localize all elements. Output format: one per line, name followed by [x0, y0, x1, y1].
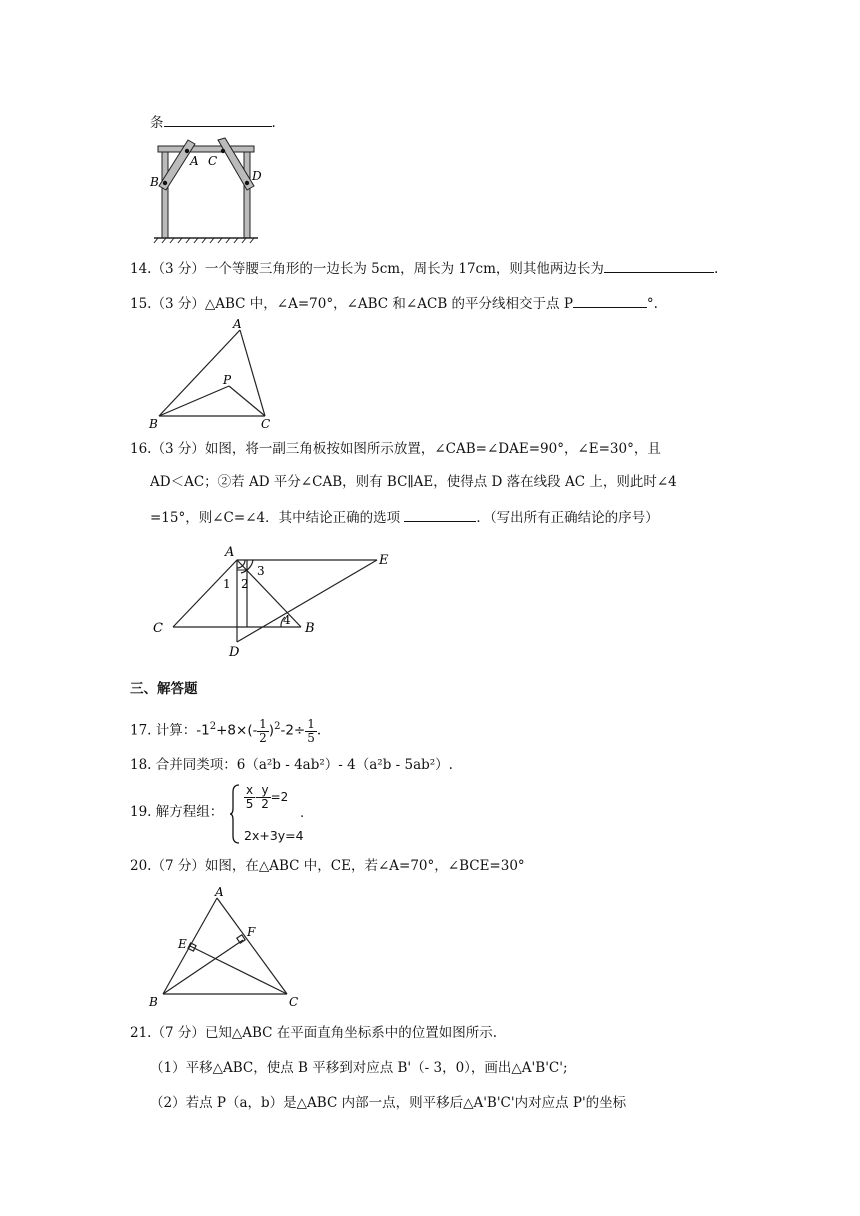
label-c: C	[289, 995, 299, 1009]
angle-4: 4	[283, 613, 291, 627]
question-21-line-2: （1）平移△ABC，使点 B 平移到对应点 B'（- 3，0），画出△A'B'C';	[150, 1060, 568, 1076]
section-heading: 三、解答题	[130, 681, 198, 697]
label-e: E	[379, 553, 389, 568]
fraction-fifth: $\frac{1}{5}$	[307, 716, 315, 745]
angle-2: 2	[241, 577, 249, 591]
label-b: B	[305, 621, 315, 636]
equation-system: $\frac{x}{5}$ - $\frac{y}{2}$ =2 2x+3y=4 .	[230, 784, 350, 846]
question-16-line-1: 16.（3 分）如图，将一副三角板按如图所示放置，∠CAB=∠DAE=90°，∠E=30°，且	[130, 441, 661, 457]
label-c: C	[153, 621, 163, 636]
label-d: D	[252, 169, 262, 183]
angle-1: 1	[223, 577, 231, 591]
answer-blank	[164, 112, 272, 127]
answer-blank	[404, 507, 476, 522]
fraction-half: $\frac{1}{2}$	[259, 716, 267, 745]
question-21-line-3: （2）若点 P（a，b）是△ABC 内部一点，则平移后△A'B'C'内对应点 P'的坐标	[150, 1095, 627, 1111]
label-b: B	[149, 995, 158, 1009]
figure-16	[145, 538, 405, 660]
label-c: C	[208, 154, 218, 168]
question-17: 17. 计算：$-1^2+8\times(-$ $\frac{1}{2}$ )$^2$-2÷ $\frac{1}{5}$ .	[130, 716, 322, 745]
q13-text: 条	[150, 115, 164, 131]
question-21-line-1: 21.（7 分）已知△ABC 在平面直角坐标系中的位置如图所示.	[130, 1025, 498, 1041]
label-c: C	[261, 417, 271, 431]
label-a: A	[225, 545, 235, 560]
question-16-line-3: =15°，则∠C=∠4．其中结论正确的选项 ．（写出所有正确结论的序号）	[150, 507, 659, 527]
label-f: F	[247, 925, 256, 939]
label-a: A	[215, 885, 224, 899]
figure-15	[145, 316, 280, 431]
label-p: P	[223, 373, 232, 387]
question-18: 18. 合并同类项：6（a²b - 4ab²）- 4（a²b - 5ab²）.	[130, 757, 453, 773]
angle-3: 3	[257, 564, 265, 578]
label-a: A	[233, 317, 242, 331]
question-14: 14.（3 分）一个等腰三角形的一边长为 5cm，周长为 17cm，则其他两边长为 .	[130, 258, 718, 278]
question-16-line-2: AD＜AC；②若 AD 平分∠CAB，则有 BC∥AE，使得点 D 落在线段 AC 上，则此时∠4	[150, 474, 677, 490]
label-d: D	[229, 645, 240, 660]
right-post	[244, 152, 250, 238]
label-b: B	[149, 417, 158, 431]
q13-tail: 条 .	[150, 112, 276, 132]
answer-blank	[604, 258, 714, 273]
top-beam	[158, 146, 254, 152]
question-19-prefix: 19. 解方程组：	[130, 804, 224, 820]
left-post	[162, 152, 168, 238]
figure-13	[150, 140, 260, 245]
question-20: 20.（7 分）如图，在△ABC 中，CE，若∠A=70°，∠BCE=30°	[130, 858, 525, 874]
label-e: E	[178, 937, 187, 951]
label-b: B	[150, 175, 159, 189]
question-15: 15.（3 分）△ABC 中，∠A=70°，∠ABC 和∠ACB 的平分线相交于点 P °.	[130, 293, 658, 313]
label-a: A	[190, 154, 199, 168]
answer-blank	[573, 293, 647, 308]
figure-20	[145, 884, 310, 1009]
